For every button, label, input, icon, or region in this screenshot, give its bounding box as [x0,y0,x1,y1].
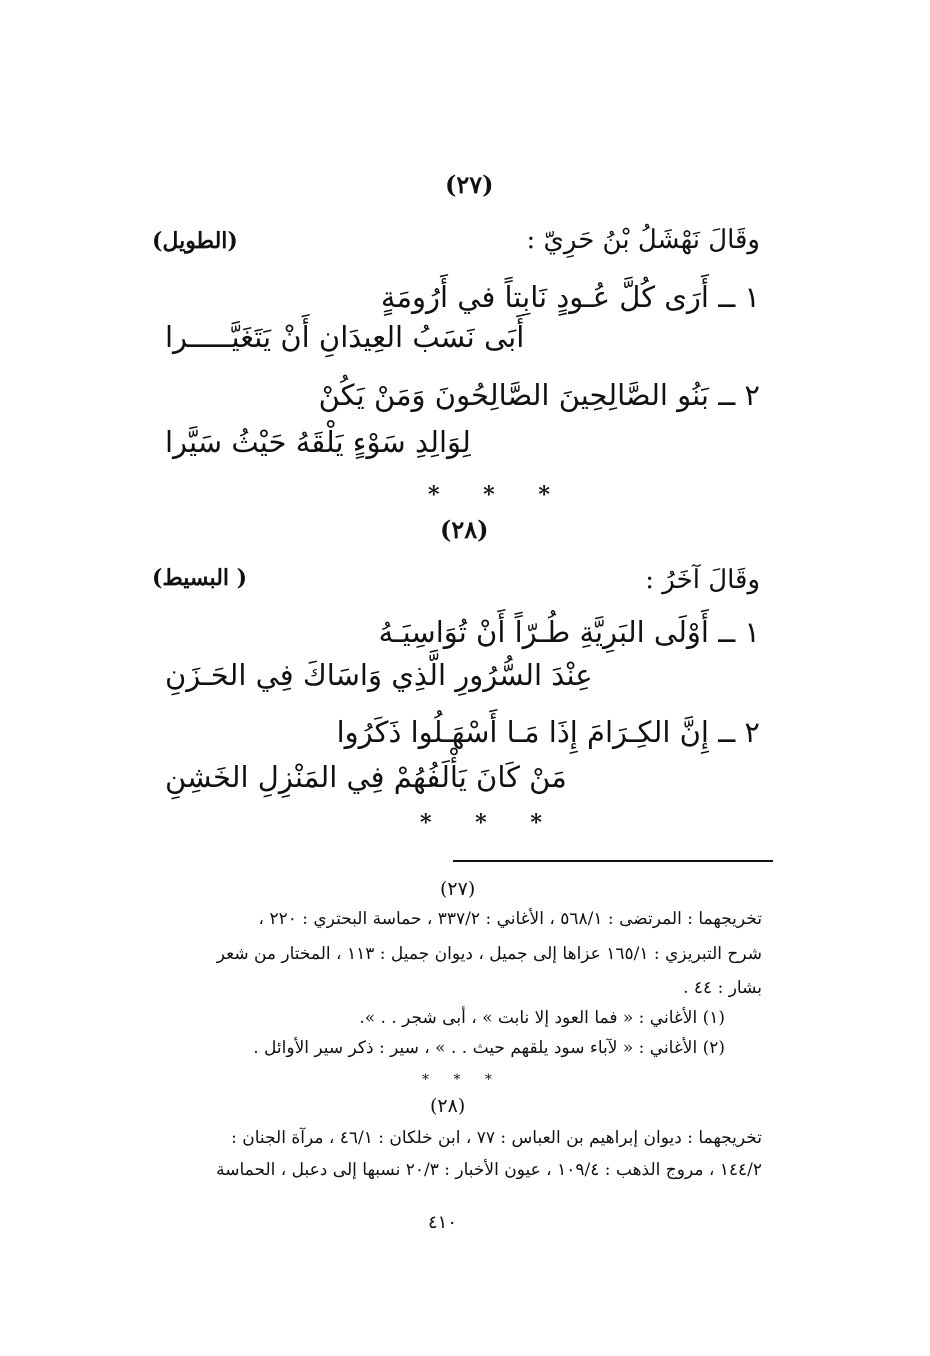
section-divider-stars: * * * [428,482,568,508]
footnote-28-line-2: ١٤٤/٢ ، مروج الذهب : ١٠٩/٤ ، عيون الأخبار : ٢٠/٣ نسبها إلى دعبل ، الحماسة [216,1160,762,1180]
poem-28-verse-1-hemistich-1: ١ ــ أَوْلَى البَرِيَّةِ طُـرّاً أَنْ تُوَاسِيَـهُ [378,615,760,649]
section-divider-stars-2: * * * [420,810,560,836]
page-number: ٤١٠ [428,1212,458,1233]
footnote-divider-stars: * * * [422,1072,502,1088]
poem-28-number: (٢٨) [440,515,489,544]
poem-27-meter: (الطويل) [152,228,238,254]
poem-27-verse-1-hemistich-1: ١ ــ أَرَى كُلَّ عُـودٍ نَابِتاً في أَرُومَةٍ [380,280,760,314]
poem-27-verse-2-hemistich-2: لِوَالِدِ سَوْءٍ يَلْقَهُ حَيْثُ سَيَّرا [165,425,471,459]
footnote-27-line-5: (٢) الأغاني : « لآباء سود يلقهم حيث . . » ، سير : ذكر سير الأوائل . [253,1038,725,1058]
footnote-27-number: (٢٧) [440,878,476,900]
poem-28-intro: وقَالَ آخَرُ : [645,565,760,595]
poem-28-meter: ( البسيط) [152,565,248,591]
footnote-27-line-1: تخريجهما : المرتضى : ٥٦٨/١ ، الأغاني : ٣٣٧/٢ ، حماسة البحتري : ٢٢٠ ، [258,909,762,929]
poem-28-verse-1-hemistich-2: عِنْدَ السُّرُورِ الَّذِي وَاسَاكَ فِي الحَـزَنِ [165,658,593,692]
footnote-27-line-3: بشار : ٤٤ . [683,978,762,998]
footnote-28-number: (٢٨) [430,1095,466,1117]
footnote-separator [453,860,773,862]
poem-28-verse-2-hemistich-1: ٢ ــ إِنَّ الكِـرَامَ إِذَا مَـا أَسْهَـلُوا ذَكَرُوا [336,715,760,749]
poem-27-number: (٢٧) [445,170,494,199]
poem-27-verse-2-hemistich-1: ٢ ــ بَنُو الصَّالِحِينَ الصَّالِحُونَ وَمَنْ يَكُنْ [318,378,760,412]
poem-27-verse-1-hemistich-2: أَبَى نَسَبُ العِيدَانِ أَنْ يَتَغَيَّـــــرا [165,320,525,354]
footnote-27-line-2: شرح التبريزي : ١٦٥/١ عزاها إلى جميل ، ديوان جميل : ١١٣ ، المختار من شعر [216,944,762,964]
footnote-27-line-4: (١) الأغاني : « فما العود إلا نابت » ، أبى شجر . . ». [359,1008,725,1028]
poem-27-intro: وقَالَ نَهْشَلُ بْنُ حَرِيّ : [526,225,760,255]
footnote-28-line-1: تخريجهما : ديوان إبراهيم بن العباس : ٧٧ ، ابن خلكان : ٤٦/١ ، مرآة الجنان : [231,1128,762,1148]
poem-28-verse-2-hemistich-2: مَنْ كَانَ يَأْلَفُهُمْ فِي المَنْزِلِ الخَشِنِ [165,760,567,794]
